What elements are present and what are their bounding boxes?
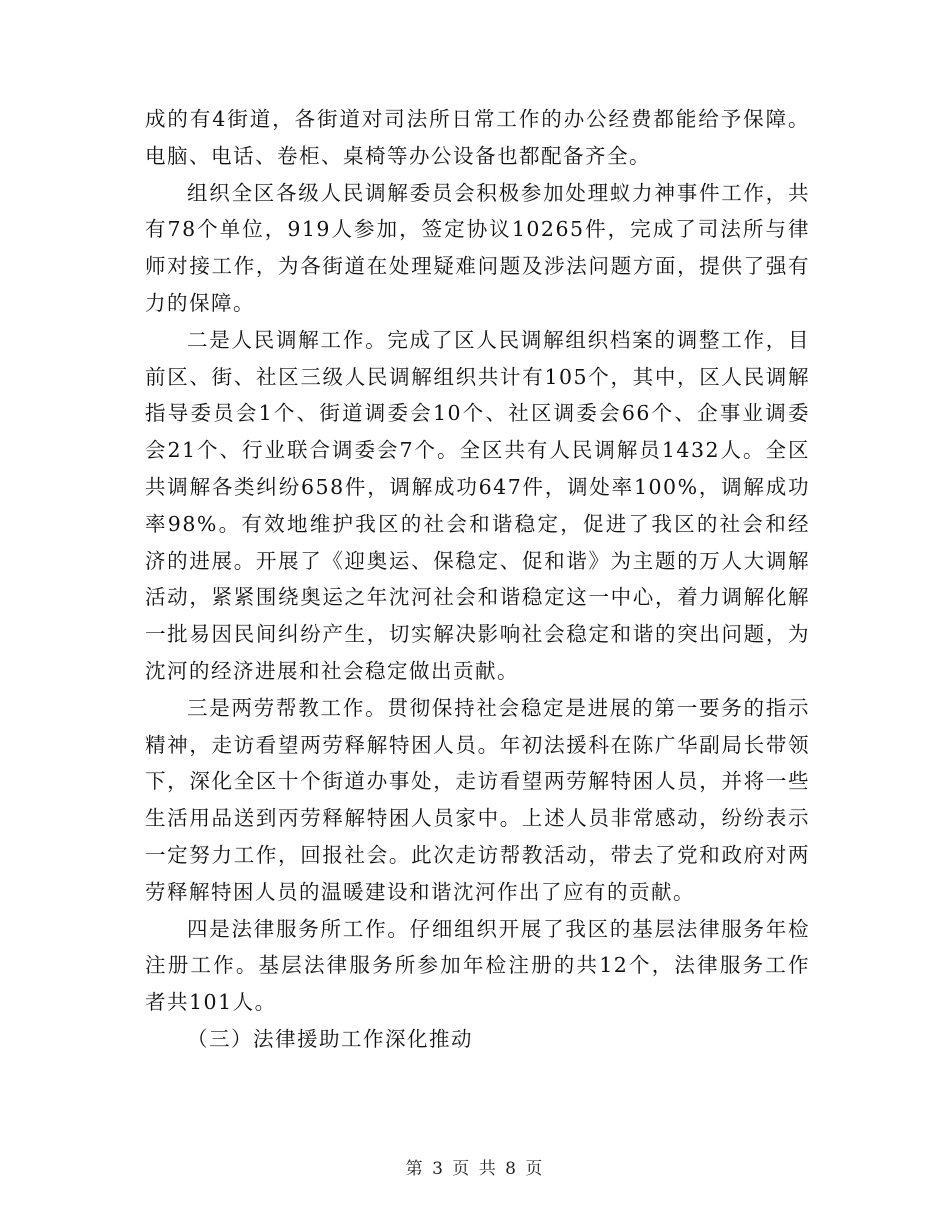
page-footer: 第 3 页 共 8 页	[405, 1159, 545, 1179]
paragraph-people-mediation: 二是人民调解工作。完成了区人民调解组织档案的调整工作，目前区、街、社区三级人民调解组织共计有105个，其中，区人民调解指导委员会1个、街道调委会10个、社区调委会66个、企事业调委会21个、行业联合调委会7个。全区共有人民调解员1432人。全区共调解各类纠纷658件，调解成功647件，调处率100%，调解成功率98%。有效地维护我区的社会和谐稳定，促进了我区的社会和经济的进展。开展了《迎奥运、保稳定、促和谐》为主题的万人大调解活动，紧紧围绕奥运之年沈河社会和谐稳定这一中心，着力调解化解一批易因民间纠纷产生，切实解决影响社会稳定和谐的突出问题，为沈河的经济进展和社会稳定做出贡献。	[145, 327, 810, 683]
paragraph-two-labor-assistance: 三是两劳帮教工作。贯彻保持社会稳定是进展的第一要务的指示精神，走访看望两劳释解特困人员。年初法援科在陈广华副局长带领下，深化全区十个街道办事处，走访看望两劳解特困人员，并将一些生活用品送到丙劳释解特困人员家中。上述人员非常感动，纷纷表示一定努力工作，回报社会。此次走访帮教活动，带去了党和政府对两劳释解特困人员的温暖建设和谐沈河作出了应有的贡献。	[145, 695, 810, 904]
paragraph-legal-service-office: 四是法律服务所工作。仔细组织开展了我区的基层法律服务年检注册工作。基层法律服务所参加年检注册的共12个，法律服务工作者共101人。	[145, 916, 810, 1015]
document-body	[145, 101, 810, 1058]
paragraph-mediation-committees: 组织全区各级人民调解委员会积极参加处理蚁力神事件工作，共有78个单位，919人参加，签定协议10265件，完成了司法所与律师对接工作，为各街道在处理疑难问题及涉法问题方面，提供了强有力的保障。	[145, 180, 810, 315]
section-heading-legal-aid: （三）法律援助工作深化推动	[187, 1026, 473, 1051]
paragraph-continuation: 成的有4街道，各街道对司法所日常工作的办公经费都能给予保障。电脑、电话、卷柜、桌椅等办公设备也都配备齐全。	[145, 107, 810, 168]
